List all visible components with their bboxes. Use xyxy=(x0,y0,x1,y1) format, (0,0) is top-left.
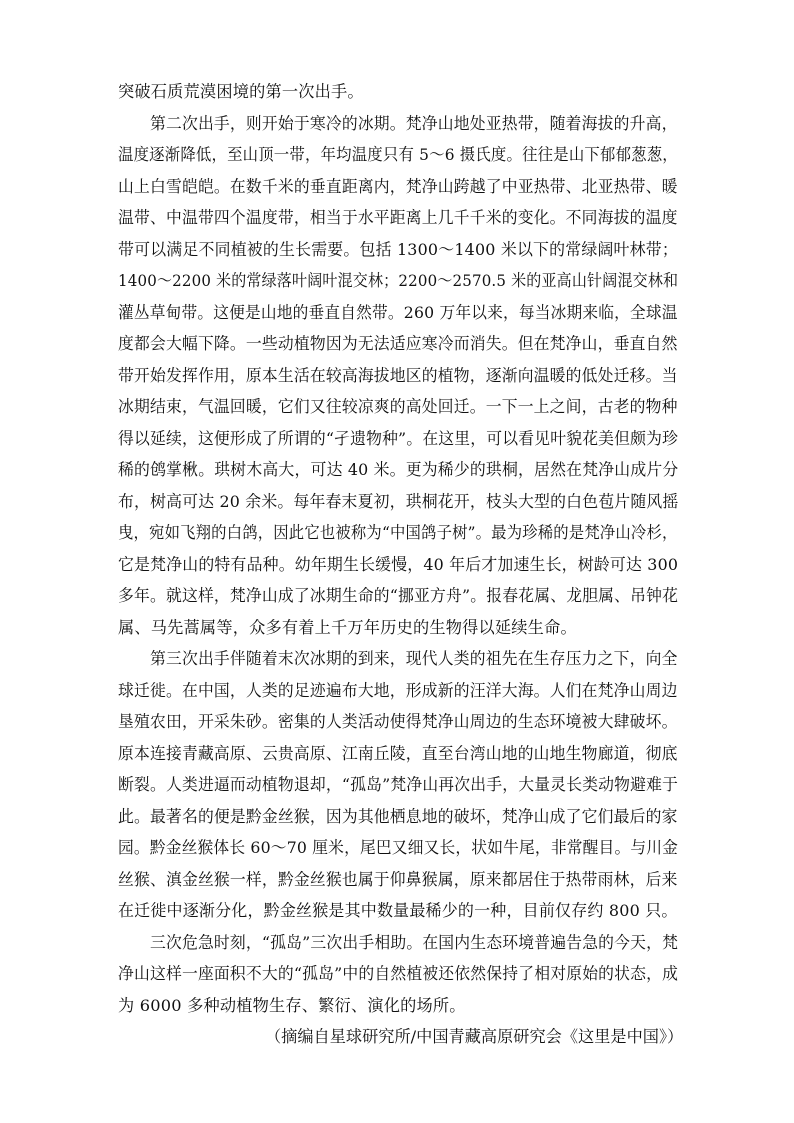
text-line: 突破石质荒漠困境的第一次出手。 xyxy=(118,82,364,101)
text-line: 1400～2200 米的常绿落叶阔叶混交林；2200～2570.5 米的亚高山针阔混交林和 xyxy=(118,271,679,290)
text-line: 在迁徙中逐渐分化，黔金丝猴是其中数量最稀少的一种，目前仅存约 800 只。 xyxy=(118,901,678,920)
text-line: 垦殖农田，开采朱砂。密集的人类活动使得梵净山周边的生态环境被大肆破坏。 xyxy=(118,712,678,731)
source-citation: （摘编自星球研究所/中国青藏高原研究会《这里是中国》） xyxy=(265,1027,684,1046)
text-line: 度都会大幅下降。一些动植物因为无法适应寒冷而消失。但在梵净山，垂直自然 xyxy=(118,334,678,353)
text-line: 此。最著名的便是黔金丝猴，因为其他栖息地的破坏，梵净山成了它们最后的家 xyxy=(118,807,678,826)
text-line: 园。黔金丝猴体长 60～70 厘米，尾巴又细又长，状如牛尾，非常醒目。与川金 xyxy=(118,838,679,857)
text-line: 净山这样一座面积不大的“孤岛”中的自然植被还依然保持了相对原始的状态，成 xyxy=(118,964,679,983)
text-line: 为 6000 多种动植物生存、繁衍、演化的场所。 xyxy=(118,996,466,1015)
text-line: 三次危急时刻，“孤岛”三次出手相助。在国内生态环境普遍告急的今天，梵 xyxy=(118,933,679,952)
text-line: 冰期结束，气温回暖，它们又往较凉爽的高处回迁。一下一上之间，古老的物种 xyxy=(118,397,678,416)
text-line: 曳，宛如飞翔的白鸽，因此它也被称为“中国鸽子树”。最为珍稀的是梵净山冷杉， xyxy=(118,523,678,542)
text-line: 第三次出手伴随着末次冰期的到来，现代人类的祖先在生存压力之下，向全 xyxy=(118,649,678,668)
text-line: 布，树高可达 20 余米。每年春末夏初，珙桐花开，枝头大型的白色苞片随风摇 xyxy=(118,492,679,511)
text-line: 得以延续，这便形成了所谓的“孑遗物种”。在这里，可以看见叶貌花美但颇为珍 xyxy=(118,429,679,448)
text-line: 山上白雪皑皑。在数千米的垂直距离内，梵净山跨越了中亚热带、北亚热带、暖 xyxy=(118,177,678,196)
text-line: 稀的鸧掌楸。珙树木高大，可达 40 米。更为稀少的珙桐，居然在梵净山成片分 xyxy=(118,460,679,479)
text-line: 丝猴、滇金丝猴一样，黔金丝猴也属于仰鼻猴属，原来都居住于热带雨林，后来 xyxy=(118,870,678,889)
text-line: 带开始发挥作用，原本生活在较高海拔地区的植物，逐渐向温暖的低处迁移。当 xyxy=(118,366,678,385)
text-line: 带可以满足不同植被的生长需要。包括 1300～1400 米以下的常绿阔叶林带； xyxy=(118,240,678,259)
text-line: 原本连接青藏高原、云贵高原、江南丘陵，直至台湾山地的山地生物廊道，彻底 xyxy=(118,744,678,763)
text-line: 球迁徙。在中国，人类的足迹遍布大地，形成新的汪洋大海。人们在梵净山周边 xyxy=(118,681,678,700)
text-line: 灌丛草甸带。这便是山地的垂直自然带。260 万年以来，每当冰期来临，全球温 xyxy=(118,303,678,322)
text-line: 断裂。人类进逼而动植物退却，“孤岛”梵净山再次出手，大量灵长类动物避难于 xyxy=(118,775,679,794)
text-line: 第二次出手，则开始于寒冷的冰期。梵净山地处亚热带，随着海拔的升高， xyxy=(118,114,678,133)
text-line: 多年。就这样，梵净山成了冰期生命的“挪亚方舟”。报春花属、龙胆属、吊钟花 xyxy=(118,586,679,605)
text-line: 它是梵净山的特有品种。幼年期生长缓慢，40 年后才加速生长，树龄可达 300 xyxy=(118,555,679,574)
text-line: 属、马先蒿属等，众多有着上千万年历史的生物得以延续生命。 xyxy=(118,618,577,637)
text-line: 温度逐渐降低，至山顶一带，年均温度只有 5～6 摄氏度。往往是山下郁郁葱葱， xyxy=(118,145,678,164)
text-line: 温带、中温带四个温度带，相当于水平距离上几千千米的变化。不同海拔的温度 xyxy=(118,208,678,227)
